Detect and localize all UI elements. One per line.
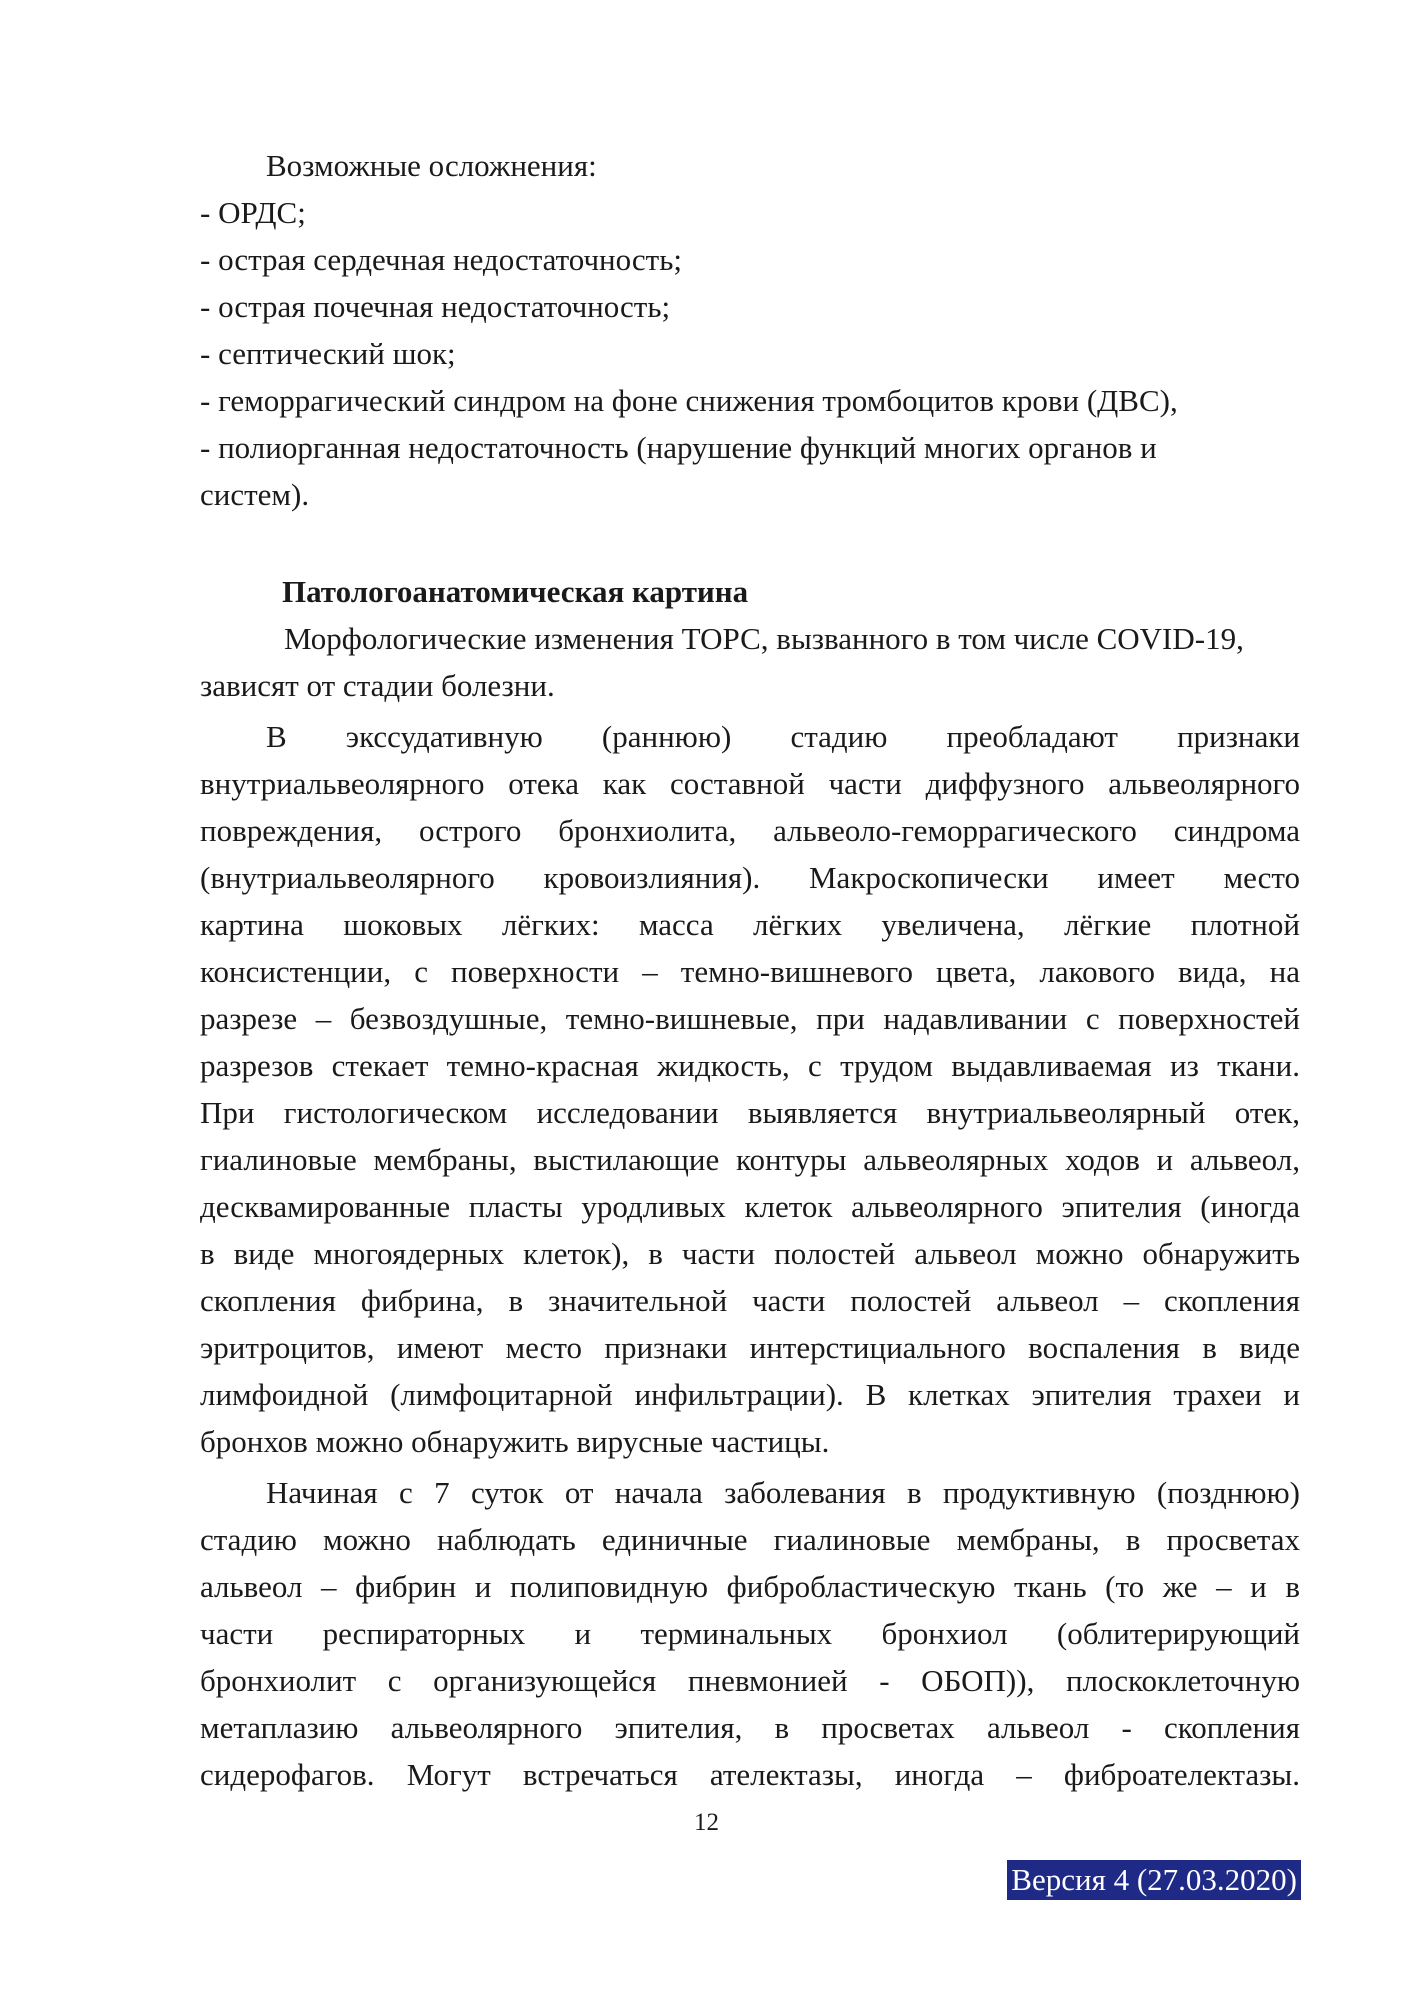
version-badge: Версия 4 (27.03.2020) (1007, 1860, 1301, 1900)
paragraph-line: зависят от стадии болезни. (200, 668, 555, 703)
complication-item: - ОРДС; (200, 195, 306, 230)
paragraph-line: повреждения, острого бронхиолита, альвеоло-геморрагического синдрома (200, 813, 1300, 848)
paragraph-line: картина шоковых лёгких: масса лёгких увеличена, лёгкие плотной (200, 907, 1300, 942)
paragraph-line: бронхов можно обнаружить вирусные частицы. (200, 1424, 830, 1459)
complication-item: - полиорганная недостаточность (нарушение функций многих органов и (200, 430, 1157, 465)
complication-item: систем). (200, 477, 310, 512)
document-body (200, 142, 1300, 1798)
paragraph-line: бронхиолит с организующейся пневмонией - ОБОП)), плоскоклеточную (200, 1663, 1300, 1698)
paragraph-line: Морфологические изменения ТОРС, вызванного в том числе COVID-19, (284, 621, 1244, 656)
paragraph-line: В экссудативную (раннюю) стадию преобладают признаки (266, 719, 1300, 754)
section-heading: Патологоанатомическая картина (282, 574, 749, 609)
page-number: 12 (694, 1809, 719, 1836)
complication-item: - септический шок; (200, 336, 456, 371)
complication-item: - острая почечная недостаточность; (200, 289, 671, 324)
paragraph-line: сидерофагов. Могут встречаться ателектазы, иногда – фиброателектазы. (200, 1757, 1300, 1792)
paragraph-line: разрезе – безвоздушные, темно-вишневые, при надавливании с поверхностей (200, 1001, 1300, 1036)
paragraph-line: консистенции, с поверхности – темно-вишневого цвета, лакового вида, на (200, 954, 1300, 989)
paragraph-line: (внутриальвеолярного кровоизлияния). Макроскопически имеет место (200, 860, 1300, 895)
complication-item: - острая сердечная недостаточность; (200, 242, 682, 277)
paragraph-line: метаплазию альвеолярного эпителия, в просветах альвеол - скопления (200, 1710, 1300, 1745)
paragraph-line: скопления фибрина, в значительной части полостей альвеол – скопления (200, 1283, 1300, 1318)
complication-item: - геморрагический синдром на фоне снижения тромбоцитов крови (ДВС), (200, 383, 1178, 418)
paragraph-line: в виде многоядерных клеток), в части полостей альвеол можно обнаружить (200, 1236, 1300, 1271)
complications-title: Возможные осложнения: (266, 148, 597, 183)
paragraph-line: внутриальвеолярного отека как составной части диффузного альвеолярного (200, 766, 1300, 801)
paragraph-line: десквамированные пласты уродливых клеток альвеолярного эпителия (иногда (200, 1189, 1300, 1224)
paragraph-line: стадию можно наблюдать единичные гиалиновые мембраны, в просветах (200, 1522, 1300, 1557)
paragraph-line: При гистологическом исследовании выявляется внутриальвеолярный отек, (200, 1095, 1300, 1130)
paragraph-line: эритроцитов, имеют место признаки интерстициального воспаления в виде (200, 1330, 1300, 1365)
paragraph-line: части респираторных и терминальных бронхиол (облитерирующий (200, 1616, 1300, 1651)
paragraph-line: Начиная с 7 суток от начала заболевания в продуктивную (позднюю) (266, 1475, 1300, 1510)
paragraph-line: гиалиновые мембраны, выстилающие контуры альвеолярных ходов и альвеол, (200, 1142, 1300, 1177)
paragraph-line: лимфоидной (лимфоцитарной инфильтрации). В клетках эпителия трахеи и (200, 1377, 1300, 1412)
section-gap (200, 518, 1300, 568)
paragraph-line: альвеол – фибрин и полиповидную фибробластическую ткань (то же – и в (200, 1569, 1300, 1604)
paragraph-line: разрезов стекает темно-красная жидкость, с трудом выдавливаемая из ткани. (200, 1048, 1300, 1083)
